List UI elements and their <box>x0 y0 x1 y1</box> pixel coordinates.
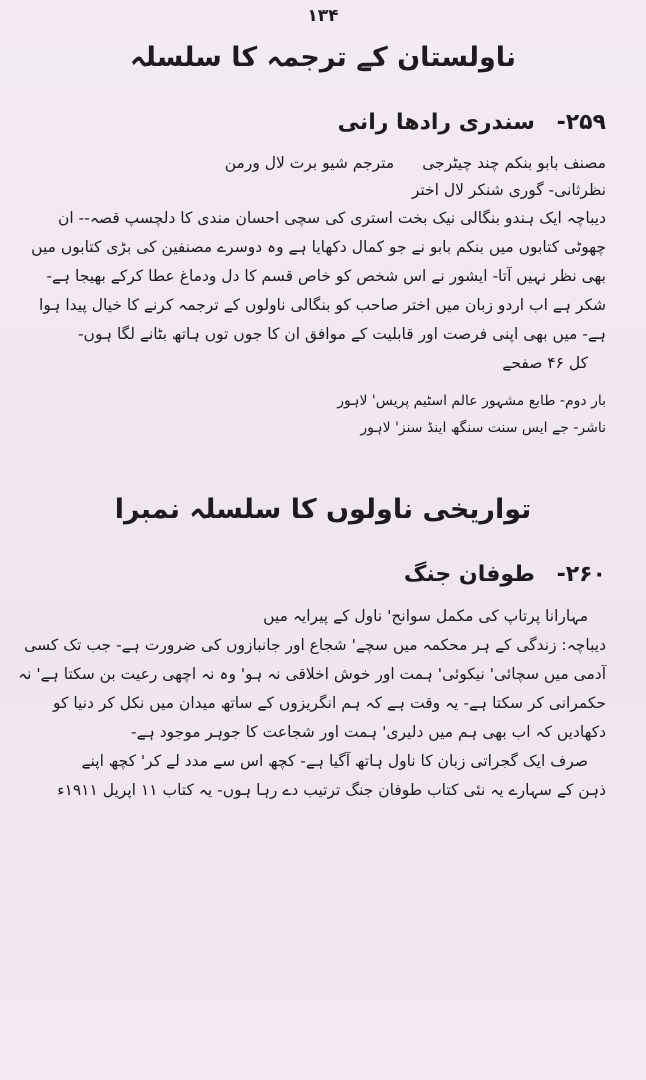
author-text: مصنف بابو بنکم چند چیٹرجی <box>422 154 606 172</box>
entry-number: ۲۵۹- <box>556 110 606 135</box>
entry-heading-259 <box>40 106 606 140</box>
entry-subtitle: مہارانا پرتاپ کی مکمل سوانح' ناول کے پیرایہ میں <box>263 607 588 625</box>
entry-title: سندری رادھا رانی <box>337 110 535 135</box>
entry-heading-260 <box>40 558 606 592</box>
edition-line: بار دوم- طابع مشہور عالم اسٹیم پریس' لاہور <box>337 393 606 409</box>
preface-line-2: چھوٹی کتابوں میں بنکم بابو نے جو کمال دکھایا ہے وہ دوسرے مصنفین کی بڑی کتابوں میں <box>31 238 606 256</box>
preface-line-4: دکھادیں کہ اب بھی ہم میں دلیری' ہمت اور شجاعت کا جوہر موجود ہے- <box>131 723 606 741</box>
section-title-historical-series: تواریخی ناولوں کا سلسلہ نمبرا <box>114 494 532 525</box>
preface-line-1: دیباچہ: زندگی کے ہر محکمہ میں سچے' شجاع اور جانبازوں کی ضرورت ہے- جب تک کسی <box>24 636 606 654</box>
entry-title: طوفان جنگ <box>403 562 535 587</box>
translator-text: مترجم شیو برت لال ورمن <box>224 154 395 172</box>
reviser-line: نظرثانی- گوری شنکر لال اختر <box>411 181 606 199</box>
preface-line-6: ذہن کے سہارے یہ نئی کتاب طوفان جنگ ترتیب دے رہا ہوں- یہ کتاب ۱۱ اپریل ۱۹۱۱ء <box>57 781 606 799</box>
preface-line-3: بھی نظر نہیں آتا- ایشور نے اس شخص کو خاص قسم کا دل ودماغ عطا کرکے بھیجا ہے- <box>46 267 606 285</box>
section-title-translation-series: ناولستان کے ترجمہ کا سلسلہ <box>129 42 517 73</box>
publisher-line: ناشر- جے ایس سنت سنگھ اینڈ سنز' لاہور <box>360 420 606 436</box>
preface-line-3: حکمرانی کر سکتا ہے- یہ وقت ہے کہ ہم انگریزوں کے ساتھ میدان میں نکل کر دنیا کو <box>53 694 606 712</box>
preface-line-2: آدمی میں سچائی' نیکوئی' ہمت اور خوش اخلاقی نہ ہو' وہ نہ اچھی رعیت بن سکتا ہے' نہ <box>18 665 606 683</box>
preface-line-4: شکر ہے اب اردو زبان میں اختر صاحب کو بنگالی ناولوں کے ترجمہ کرنے کا خیال پیدا ہوا <box>39 296 606 314</box>
page-number: ۱۳۴ <box>307 6 339 26</box>
entry-number: ۲۶۰- <box>556 562 606 587</box>
preface-line-1: دیباچہ ایک ہندو بنگالی نیک بخت استری کی سچی احسان مندی کا دلچسپ قصہ-- ان <box>58 209 606 227</box>
page-count: کل ۴۶ صفحے <box>502 354 588 372</box>
author-line <box>40 150 606 177</box>
preface-line-5: ہے- میں بھی اپنی فرصت اور قابلیت کے موافق ان کا جوں توں ہاتھ بٹانے لگا ہوں- <box>77 325 606 343</box>
preface-line-5: صرف ایک گجراتی زبان کا ناول ہاتھ آگیا ہے- کچھ اس سے مدد لے کر' کچھ اپنے <box>81 752 588 770</box>
